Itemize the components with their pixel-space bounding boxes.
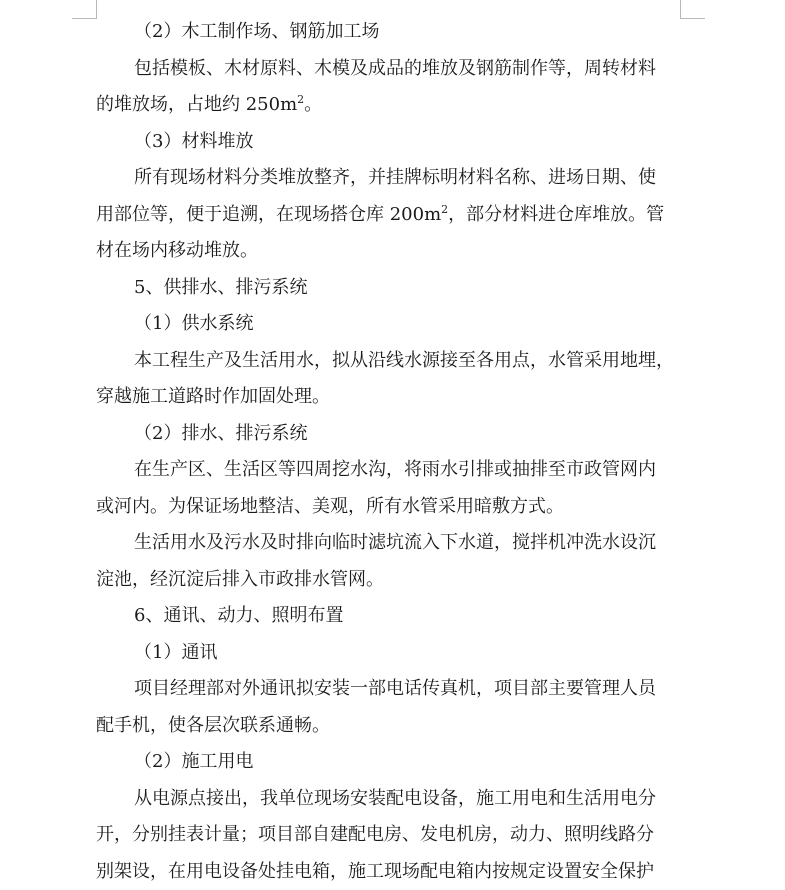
paragraph-line: 本工程生产及生活用水，拟从沿线水源接至各用点，水管采用地埋， xyxy=(96,343,688,380)
paragraph-line: 淀池，经沉淀后排入市政排水管网。 xyxy=(96,562,688,599)
section-heading: （2）木工制作场、钢筋加工场 xyxy=(96,14,688,51)
paragraph-line: 从电源点接出，我单位现场安装配电设备，施工用电和生活用电分 xyxy=(96,781,688,818)
body-paragraph xyxy=(96,160,688,270)
body-paragraph xyxy=(96,525,688,598)
section-heading: （2）排水、排污系统 xyxy=(96,416,688,453)
paragraph-line: 包括模板、木材原料、木模及成品的堆放及钢筋制作等，周转材料 xyxy=(96,51,688,88)
paragraph-line: 别架设，在用电设备处挂电箱，施工现场配电箱内按规定设置安全保护 xyxy=(96,854,688,890)
paragraph-line: 穿越施工道路时作加固处理。 xyxy=(96,379,688,416)
paragraph-line: 项目经理部对外通讯拟安装一部电话传真机，项目部主要管理人员 xyxy=(96,671,688,708)
body-paragraph xyxy=(96,343,688,416)
paragraph-line: 所有现场材料分类堆放整齐，并挂牌标明材料名称、进场日期、使 xyxy=(96,160,688,197)
paragraph-line: 用部位等，便于追溯，在现场搭仓库 $200m^2$，部分材料进仓库堆放。管 xyxy=(96,197,688,234)
body-paragraph xyxy=(96,671,688,744)
section-heading: （1）通讯 xyxy=(96,635,688,672)
paragraph-line: 配手机，使各层次联系通畅。 xyxy=(96,708,688,745)
section-heading: 6、通讯、动力、照明布置 xyxy=(96,598,688,635)
section-heading: （2）施工用电 xyxy=(96,744,688,781)
section-heading: （3）材料堆放 xyxy=(96,124,688,161)
section-heading: （1）供水系统 xyxy=(96,306,688,343)
section-heading: 5、供排水、排污系统 xyxy=(96,270,688,307)
crop-mark-left xyxy=(72,0,97,19)
paragraph-line: 开，分别挂表计量；项目部自建配电房、发电机房，动力、照明线路分 xyxy=(96,817,688,854)
paragraph-line: 在生产区、生活区等四周挖水沟，将雨水引排或抽排至市政管网内 xyxy=(96,452,688,489)
body-paragraph xyxy=(96,452,688,525)
body-paragraph xyxy=(96,781,688,890)
paragraph-line: 材在场内移动堆放。 xyxy=(96,233,688,270)
superscript: 2 xyxy=(441,203,448,216)
paragraph-line: 或河内。为保证场地整洁、美观，所有水管采用暗敷方式。 xyxy=(96,489,688,526)
paragraph-line: 生活用水及污水及时排向临时滤坑流入下水道，搅拌机冲洗水设沉 xyxy=(96,525,688,562)
body-paragraph xyxy=(96,51,688,124)
superscript: 2 xyxy=(297,93,304,106)
paragraph-line: 的堆放场，占地约 $250m^2$。 xyxy=(96,87,688,124)
document-body[interactable] xyxy=(96,14,688,890)
